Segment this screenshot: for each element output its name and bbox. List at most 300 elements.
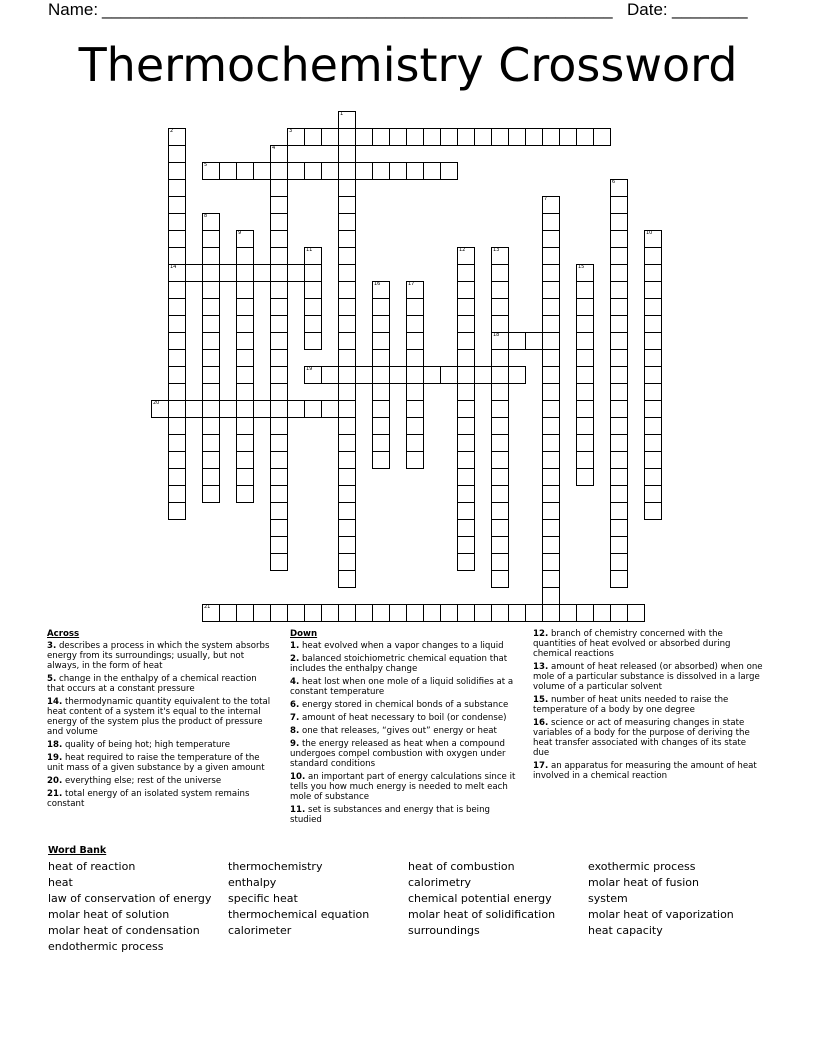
crossword-cell[interactable] (542, 230, 560, 248)
crossword-cell[interactable] (270, 247, 288, 265)
crossword-cell[interactable] (338, 213, 356, 231)
crossword-cell[interactable] (610, 468, 628, 486)
crossword-cell[interactable] (406, 417, 424, 435)
crossword-cell[interactable] (542, 349, 560, 367)
crossword-cell[interactable] (559, 604, 577, 622)
crossword-cell[interactable] (491, 298, 509, 316)
crossword-cell[interactable] (270, 502, 288, 520)
crossword-cell[interactable] (270, 315, 288, 333)
crossword-cell[interactable] (491, 366, 509, 384)
crossword-cell[interactable] (236, 434, 254, 452)
crossword-cell[interactable] (372, 298, 390, 316)
crossword-cell[interactable] (304, 298, 322, 316)
crossword-cell[interactable] (406, 434, 424, 452)
crossword-cell[interactable] (389, 366, 407, 384)
crossword-cell[interactable] (270, 536, 288, 554)
crossword-cell[interactable] (406, 162, 424, 180)
crossword-cell[interactable] (406, 298, 424, 316)
crossword-cell[interactable] (338, 553, 356, 571)
crossword-cell[interactable] (610, 417, 628, 435)
crossword-cell[interactable] (491, 468, 509, 486)
crossword-cell[interactable] (338, 451, 356, 469)
crossword-cell[interactable] (338, 281, 356, 299)
crossword-cell[interactable] (270, 468, 288, 486)
crossword-cell[interactable] (270, 230, 288, 248)
crossword-cell[interactable] (491, 536, 509, 554)
crossword-cell[interactable] (610, 366, 628, 384)
crossword-cell[interactable] (610, 485, 628, 503)
crossword-cell[interactable] (168, 162, 186, 180)
crossword-cell[interactable] (287, 400, 305, 418)
crossword-cell[interactable] (338, 196, 356, 214)
crossword-cell[interactable] (270, 519, 288, 537)
crossword-cell[interactable] (491, 553, 509, 571)
crossword-cell[interactable] (338, 417, 356, 435)
crossword-cell[interactable] (202, 366, 220, 384)
crossword-cell[interactable] (168, 196, 186, 214)
crossword-cell[interactable] (202, 451, 220, 469)
crossword-cell[interactable] (270, 400, 288, 418)
crossword-cell[interactable] (338, 536, 356, 554)
crossword-cell[interactable] (253, 162, 271, 180)
crossword-cell[interactable] (168, 179, 186, 197)
crossword-cell[interactable] (338, 570, 356, 588)
crossword-cell[interactable] (491, 128, 509, 146)
crossword-cell[interactable] (304, 264, 322, 282)
crossword-cell[interactable] (440, 162, 458, 180)
crossword-cell[interactable] (610, 213, 628, 231)
crossword-cell[interactable] (202, 485, 220, 503)
crossword-cell[interactable] (168, 349, 186, 367)
crossword-cell[interactable] (270, 332, 288, 350)
crossword-cell[interactable] (457, 366, 475, 384)
crossword-cell[interactable] (168, 315, 186, 333)
crossword-cell[interactable] (542, 417, 560, 435)
crossword-cell[interactable] (321, 162, 339, 180)
crossword-cell[interactable] (202, 400, 220, 418)
crossword-cell[interactable] (474, 604, 492, 622)
crossword-cell[interactable] (338, 230, 356, 248)
crossword-cell[interactable] (457, 264, 475, 282)
crossword-cell[interactable] (406, 128, 424, 146)
crossword-cell[interactable] (542, 587, 560, 605)
crossword-cell[interactable] (610, 247, 628, 265)
crossword-cell[interactable] (491, 281, 509, 299)
crossword-cell[interactable] (406, 451, 424, 469)
crossword-cell[interactable] (457, 417, 475, 435)
crossword-cell[interactable] (338, 145, 356, 163)
crossword-cell[interactable] (644, 502, 662, 520)
crossword-cell[interactable] (168, 145, 186, 163)
crossword-cell[interactable] (372, 400, 390, 418)
crossword-cell[interactable] (236, 417, 254, 435)
crossword-cell[interactable] (457, 468, 475, 486)
crossword-cell[interactable] (236, 349, 254, 367)
crossword-cell[interactable] (491, 604, 509, 622)
crossword-cell[interactable] (202, 417, 220, 435)
crossword-cell[interactable] (304, 332, 322, 350)
crossword-cell[interactable] (576, 349, 594, 367)
crossword-cell[interactable] (559, 128, 577, 146)
crossword-cell[interactable] (542, 468, 560, 486)
crossword-cell[interactable] (202, 247, 220, 265)
crossword-cell[interactable] (542, 315, 560, 333)
crossword-cell[interactable] (219, 264, 237, 282)
crossword-cell[interactable] (610, 536, 628, 554)
crossword-cell[interactable] (338, 332, 356, 350)
crossword-cell[interactable] (406, 604, 424, 622)
crossword-cell[interactable] (423, 128, 441, 146)
crossword-cell[interactable] (457, 502, 475, 520)
crossword-cell[interactable] (644, 417, 662, 435)
crossword-cell[interactable] (270, 553, 288, 571)
crossword-cell[interactable] (372, 349, 390, 367)
crossword-cell[interactable] (576, 468, 594, 486)
crossword-cell[interactable] (491, 264, 509, 282)
crossword-cell[interactable] (372, 451, 390, 469)
crossword-cell[interactable] (491, 400, 509, 418)
crossword-cell[interactable] (576, 451, 594, 469)
crossword-cell[interactable] (321, 128, 339, 146)
crossword-cell[interactable] (338, 264, 356, 282)
crossword-cell[interactable] (542, 400, 560, 418)
crossword-cell[interactable] (202, 281, 220, 299)
crossword-cell[interactable] (338, 179, 356, 197)
crossword-cell[interactable] (338, 315, 356, 333)
crossword-cell[interactable] (542, 451, 560, 469)
crossword-cell[interactable] (610, 332, 628, 350)
crossword-cell[interactable] (372, 162, 390, 180)
crossword-cell[interactable] (644, 332, 662, 350)
crossword-cell[interactable] (491, 315, 509, 333)
crossword-cell[interactable] (372, 604, 390, 622)
crossword-cell[interactable] (236, 332, 254, 350)
crossword-cell[interactable] (644, 366, 662, 384)
crossword-cell[interactable] (304, 315, 322, 333)
crossword-cell[interactable] (236, 366, 254, 384)
crossword-cell[interactable] (457, 349, 475, 367)
crossword-cell[interactable] (593, 128, 611, 146)
crossword-cell[interactable] (338, 162, 356, 180)
crossword-cell[interactable] (372, 383, 390, 401)
crossword-cell[interactable] (610, 434, 628, 452)
crossword-cell[interactable] (644, 434, 662, 452)
crossword-cell[interactable] (202, 468, 220, 486)
crossword-cell[interactable] (525, 332, 543, 350)
crossword-cell[interactable] (491, 349, 509, 367)
crossword-cell[interactable] (644, 315, 662, 333)
crossword-cell[interactable] (406, 383, 424, 401)
crossword-cell[interactable] (168, 451, 186, 469)
crossword-cell[interactable] (644, 400, 662, 418)
crossword-cell[interactable] (338, 400, 356, 418)
crossword-cell[interactable] (423, 366, 441, 384)
crossword-cell[interactable] (644, 383, 662, 401)
crossword-cell[interactable] (270, 434, 288, 452)
crossword-cell[interactable] (542, 536, 560, 554)
crossword-cell[interactable] (576, 400, 594, 418)
crossword-cell[interactable] (338, 485, 356, 503)
crossword-cell[interactable] (270, 417, 288, 435)
crossword-cell[interactable] (389, 162, 407, 180)
crossword-cell[interactable] (610, 553, 628, 571)
crossword-cell[interactable] (236, 485, 254, 503)
crossword-cell[interactable] (576, 383, 594, 401)
date-input-line[interactable]: ________ (672, 0, 748, 19)
crossword-cell[interactable] (542, 332, 560, 350)
crossword-cell[interactable] (644, 264, 662, 282)
crossword-cell[interactable] (457, 434, 475, 452)
crossword-cell[interactable] (576, 281, 594, 299)
crossword-cell[interactable] (508, 128, 526, 146)
crossword-cell[interactable] (270, 196, 288, 214)
crossword-cell[interactable] (457, 536, 475, 554)
crossword-cell[interactable] (168, 281, 186, 299)
crossword-cell[interactable] (491, 417, 509, 435)
crossword-cell[interactable] (168, 213, 186, 231)
crossword-cell[interactable] (168, 366, 186, 384)
crossword-cell[interactable] (236, 604, 254, 622)
crossword-cell[interactable] (610, 298, 628, 316)
crossword-cell[interactable] (508, 604, 526, 622)
crossword-cell[interactable] (372, 128, 390, 146)
crossword-cell[interactable] (644, 451, 662, 469)
crossword-cell[interactable] (287, 162, 305, 180)
crossword-cell[interactable] (338, 434, 356, 452)
crossword-cell[interactable] (542, 281, 560, 299)
crossword-cell[interactable] (287, 264, 305, 282)
crossword-cell[interactable] (593, 604, 611, 622)
crossword-cell[interactable] (270, 349, 288, 367)
crossword-cell[interactable] (491, 502, 509, 520)
crossword-cell[interactable] (406, 400, 424, 418)
crossword-cell[interactable] (304, 400, 322, 418)
crossword-cell[interactable] (270, 451, 288, 469)
crossword-cell[interactable] (185, 264, 203, 282)
crossword-cell[interactable] (236, 264, 254, 282)
crossword-cell[interactable] (168, 434, 186, 452)
crossword-cell[interactable] (406, 366, 424, 384)
crossword-cell[interactable] (610, 502, 628, 520)
crossword-cell[interactable] (457, 553, 475, 571)
crossword-cell[interactable] (542, 264, 560, 282)
crossword-cell[interactable] (338, 519, 356, 537)
crossword-cell[interactable] (287, 604, 305, 622)
crossword-cell[interactable] (610, 230, 628, 248)
crossword-cell[interactable] (610, 349, 628, 367)
crossword-cell[interactable] (236, 298, 254, 316)
crossword-cell[interactable] (389, 128, 407, 146)
crossword-cell[interactable] (491, 434, 509, 452)
crossword-cell[interactable] (542, 519, 560, 537)
crossword-cell[interactable] (457, 485, 475, 503)
crossword-cell[interactable] (372, 315, 390, 333)
crossword-cell[interactable] (542, 604, 560, 622)
crossword-cell[interactable] (542, 502, 560, 520)
crossword-cell[interactable] (270, 383, 288, 401)
crossword-cell[interactable] (219, 604, 237, 622)
crossword-cell[interactable] (202, 383, 220, 401)
crossword-cell[interactable] (236, 468, 254, 486)
crossword-cell[interactable] (406, 332, 424, 350)
crossword-cell[interactable] (168, 417, 186, 435)
crossword-cell[interactable] (610, 570, 628, 588)
crossword-cell[interactable] (457, 400, 475, 418)
crossword-cell[interactable] (644, 468, 662, 486)
crossword-cell[interactable] (525, 604, 543, 622)
crossword-cell[interactable] (236, 281, 254, 299)
crossword-cell[interactable] (202, 315, 220, 333)
crossword-cell[interactable] (168, 400, 186, 418)
crossword-cell[interactable] (542, 213, 560, 231)
crossword-cell[interactable] (304, 162, 322, 180)
crossword-cell[interactable] (236, 400, 254, 418)
crossword-cell[interactable] (576, 332, 594, 350)
crossword-cell[interactable] (576, 366, 594, 384)
crossword-cell[interactable] (338, 298, 356, 316)
crossword-cell[interactable] (270, 366, 288, 384)
crossword-cell[interactable] (423, 604, 441, 622)
crossword-cell[interactable] (406, 315, 424, 333)
crossword-cell[interactable] (219, 162, 237, 180)
crossword-cell[interactable] (321, 366, 339, 384)
crossword-cell[interactable] (491, 485, 509, 503)
crossword-cell[interactable] (389, 604, 407, 622)
crossword-cell[interactable] (338, 349, 356, 367)
crossword-cell[interactable] (457, 604, 475, 622)
crossword-cell[interactable] (168, 230, 186, 248)
crossword-cell[interactable] (610, 451, 628, 469)
crossword-cell[interactable] (457, 332, 475, 350)
crossword-cell[interactable] (491, 570, 509, 588)
crossword-cell[interactable] (185, 400, 203, 418)
crossword-cell[interactable] (355, 128, 373, 146)
crossword-cell[interactable] (321, 400, 339, 418)
crossword-cell[interactable] (202, 264, 220, 282)
crossword-cell[interactable] (168, 485, 186, 503)
crossword-cell[interactable] (236, 383, 254, 401)
crossword-cell[interactable] (457, 298, 475, 316)
crossword-cell[interactable] (457, 315, 475, 333)
crossword-cell[interactable] (338, 502, 356, 520)
crossword-cell[interactable] (270, 281, 288, 299)
crossword-cell[interactable] (474, 128, 492, 146)
crossword-cell[interactable] (440, 366, 458, 384)
crossword-cell[interactable] (202, 349, 220, 367)
crossword-cell[interactable] (610, 264, 628, 282)
crossword-cell[interactable] (304, 604, 322, 622)
crossword-cell[interactable] (542, 298, 560, 316)
crossword-cell[interactable] (610, 519, 628, 537)
crossword-cell[interactable] (219, 400, 237, 418)
crossword-cell[interactable] (355, 366, 373, 384)
crossword-cell[interactable] (168, 383, 186, 401)
crossword-cell[interactable] (610, 383, 628, 401)
crossword-cell[interactable] (168, 468, 186, 486)
crossword-cell[interactable] (542, 383, 560, 401)
crossword-cell[interactable] (321, 604, 339, 622)
crossword-cell[interactable] (253, 400, 271, 418)
crossword-cell[interactable] (644, 485, 662, 503)
crossword-cell[interactable] (253, 264, 271, 282)
crossword-cell[interactable] (202, 298, 220, 316)
crossword-cell[interactable] (610, 315, 628, 333)
crossword-cell[interactable] (457, 451, 475, 469)
crossword-cell[interactable] (253, 604, 271, 622)
crossword-cell[interactable] (372, 417, 390, 435)
crossword-cell[interactable] (440, 604, 458, 622)
crossword-cell[interactable] (576, 128, 594, 146)
crossword-cell[interactable] (338, 468, 356, 486)
crossword-cell[interactable] (338, 366, 356, 384)
crossword-cell[interactable] (525, 128, 543, 146)
crossword-cell[interactable] (236, 162, 254, 180)
crossword-cell[interactable] (508, 332, 526, 350)
crossword-cell[interactable] (236, 315, 254, 333)
crossword-cell[interactable] (491, 383, 509, 401)
crossword-cell[interactable] (610, 604, 628, 622)
crossword-cell[interactable] (270, 213, 288, 231)
crossword-cell[interactable] (202, 332, 220, 350)
crossword-cell[interactable] (423, 162, 441, 180)
crossword-cell[interactable] (202, 230, 220, 248)
crossword-cell[interactable] (542, 485, 560, 503)
crossword-cell[interactable] (236, 247, 254, 265)
crossword-cell[interactable] (270, 162, 288, 180)
crossword-cell[interactable] (338, 247, 356, 265)
crossword-cell[interactable] (270, 298, 288, 316)
crossword-cell[interactable] (440, 128, 458, 146)
crossword-cell[interactable] (644, 247, 662, 265)
crossword-cell[interactable] (270, 264, 288, 282)
crossword-cell[interactable] (542, 570, 560, 588)
crossword-cell[interactable] (542, 366, 560, 384)
crossword-cell[interactable] (576, 417, 594, 435)
crossword-cell[interactable] (542, 553, 560, 571)
crossword-cell[interactable] (491, 451, 509, 469)
crossword-cell[interactable] (406, 349, 424, 367)
crossword-cell[interactable] (304, 281, 322, 299)
crossword-cell[interactable] (338, 128, 356, 146)
crossword-cell[interactable] (457, 281, 475, 299)
crossword-cell[interactable] (355, 604, 373, 622)
crossword-cell[interactable] (610, 281, 628, 299)
crossword-cell[interactable] (576, 434, 594, 452)
crossword-cell[interactable] (508, 366, 526, 384)
crossword-cell[interactable] (576, 298, 594, 316)
crossword-cell[interactable] (457, 383, 475, 401)
crossword-cell[interactable] (372, 332, 390, 350)
crossword-cell[interactable] (202, 434, 220, 452)
crossword-cell[interactable] (644, 349, 662, 367)
crossword-cell[interactable] (372, 366, 390, 384)
crossword-cell[interactable] (644, 281, 662, 299)
crossword-cell[interactable] (474, 366, 492, 384)
crossword-cell[interactable] (542, 128, 560, 146)
crossword-cell[interactable] (610, 400, 628, 418)
crossword-cell[interactable] (372, 434, 390, 452)
crossword-cell[interactable] (304, 128, 322, 146)
name-input-line[interactable]: ______________________________________________________ (102, 0, 613, 19)
crossword-cell[interactable] (627, 604, 645, 622)
crossword-cell[interactable] (644, 298, 662, 316)
crossword-cell[interactable] (270, 485, 288, 503)
crossword-cell[interactable] (355, 162, 373, 180)
crossword-cell[interactable] (270, 179, 288, 197)
crossword-cell[interactable] (576, 315, 594, 333)
crossword-cell[interactable] (576, 604, 594, 622)
crossword-cell[interactable] (168, 332, 186, 350)
